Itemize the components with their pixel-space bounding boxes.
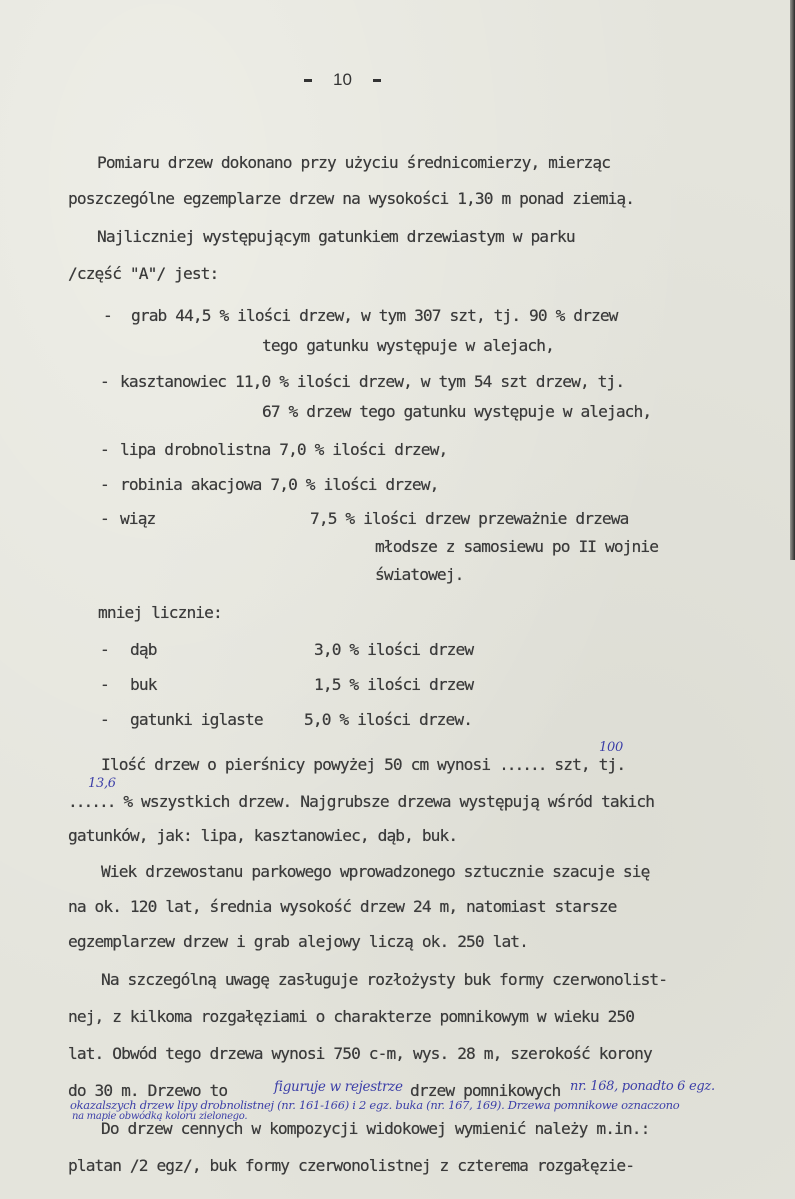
p4-line1: Wiek drzewostanu parkowego wprowadzonego sztucznie szacuje się: [101, 862, 650, 881]
species-kasztanowiec-line2: 67 % drzew tego gatunku występuje w alejach,: [262, 402, 652, 421]
species-buk-name: buk: [130, 675, 157, 694]
p1-line1: Pomiaru drzew dokonano przy użyciu średnicomierzy, mierząc: [97, 153, 611, 172]
species-dab-value: 3,0 % ilości drzew: [314, 640, 474, 659]
p3-line2: [68, 792, 654, 812]
p4-line2: na ok. 120 lat, średnia wysokość drzew 24 m, natomiast starsze: [68, 897, 617, 916]
page-number: [283, 70, 402, 90]
species-iglaste-dash: -: [100, 710, 109, 729]
p5-line4-start: do 30 m. Drzewo to: [68, 1081, 228, 1100]
p3-line1: [101, 755, 625, 775]
handwritten-tree-count: 100: [599, 740, 623, 755]
handwritten-register-insert: figuruje w rejestrze: [274, 1079, 403, 1095]
p2-line2: /część "A"/ jest:: [68, 264, 219, 283]
species-robinia-line1: robinia akacjowa 7,0 % ilości drzew,: [120, 475, 439, 494]
species-wiaz-line1: 7,5 % ilości drzew przeważnie drzewa: [310, 509, 629, 528]
species-dab-name: dąb: [130, 640, 157, 659]
species-buk-value: 1,5 % ilości drzew: [314, 675, 474, 694]
p3-line2-text: % wszystkich drzew. Najgrubsze drzewa występują wśród takich: [114, 792, 655, 811]
p3-line3: gatunków, jak: lipa, kasztanowiec, dąb, buk.: [68, 826, 458, 845]
species-wiaz-line3: światowej.: [375, 565, 464, 584]
p5-line4-end: drzew pomnikowych: [410, 1081, 561, 1100]
species-dab-dash: -: [100, 640, 109, 659]
p3-line2-blank: ......: [68, 792, 115, 811]
p3-line1-text-end: szt, tj.: [545, 755, 626, 774]
p5-line3: lat. Obwód tego drzewa wynosi 750 c-m, wys. 28 m, szerokość korony: [68, 1044, 652, 1063]
p2-line1: Najliczniej występującym gatunkiem drzewiastym w parku: [97, 227, 575, 246]
species-kasztanowiec-dash: -: [100, 372, 109, 391]
p6-line2: platan /2 egz/, buk formy czerwonolistnej z czterema rozgałęzie-: [68, 1156, 635, 1175]
species-robinia-dash: -: [100, 475, 109, 494]
species-iglaste-name: gatunki iglaste: [130, 710, 263, 729]
less-common-heading: mniej licznie:: [98, 603, 222, 622]
species-lipa-line1: lipa drobnolistna 7,0 % ilości drzew,: [120, 440, 448, 459]
p5-line2: nej, z kilkoma rozgałęziami o charakterze pomnikowym w wieku 250: [68, 1007, 635, 1026]
species-wiaz-line2: młodsze z samosiewu po II wojnie: [375, 537, 659, 556]
species-wiaz-name: wiąz: [120, 509, 156, 528]
handwritten-note-line3: na mapie obwódką koloru zielonego.: [72, 1111, 248, 1122]
handwritten-note-line2: okazalszych drzew lipy drobnolistnej (nr. 161-166) i 2 egz. buka (nr. 167, 169). Drzewa pomnikowe oznaczono: [70, 1098, 680, 1112]
p3-line1-blank: ......: [499, 755, 546, 774]
species-grab-line2: tego gatunku występuje w alejach,: [262, 336, 554, 355]
species-grab-line1: grab 44,5 % ilości drzew, w tym 307 szt, tj. 90 % drzew: [131, 306, 618, 325]
p6-line1: Do drzew cennych w kompozycji widokowej wymienić należy m.in.:: [101, 1119, 650, 1138]
page-number-value: 10: [333, 70, 352, 89]
species-wiaz-dash: -: [100, 509, 109, 528]
p4-line3: egzemplarzew drzew i grab alejowy liczą ok. 250 lat.: [68, 932, 528, 951]
scan-edge-border: [790, 0, 795, 560]
p1-line2: poszczególne egzemplarze drzew na wysokości 1,30 m ponad ziemią.: [68, 189, 635, 208]
species-iglaste-value: 5,0 % ilości drzew.: [304, 710, 473, 729]
species-grab-dash: -: [103, 306, 112, 325]
dash-left: [304, 79, 312, 82]
handwritten-register-number: nr. 168, ponadto 6 egz.: [570, 1079, 715, 1094]
species-lipa-dash: -: [100, 440, 109, 459]
p5-line1: Na szczególną uwagę zasługuje rozłożysty buk formy czerwonolist-: [101, 970, 668, 989]
p3-line1-text: Ilość drzew o pierśnicy powyżej 50 cm wynosi: [101, 755, 500, 774]
handwritten-percent: 13,6: [88, 776, 116, 791]
species-kasztanowiec-line1: kasztanowiec 11,0 % ilości drzew, w tym 54 szt drzew, tj.: [120, 372, 625, 391]
species-buk-dash: -: [100, 675, 109, 694]
dash-right: [373, 79, 381, 82]
